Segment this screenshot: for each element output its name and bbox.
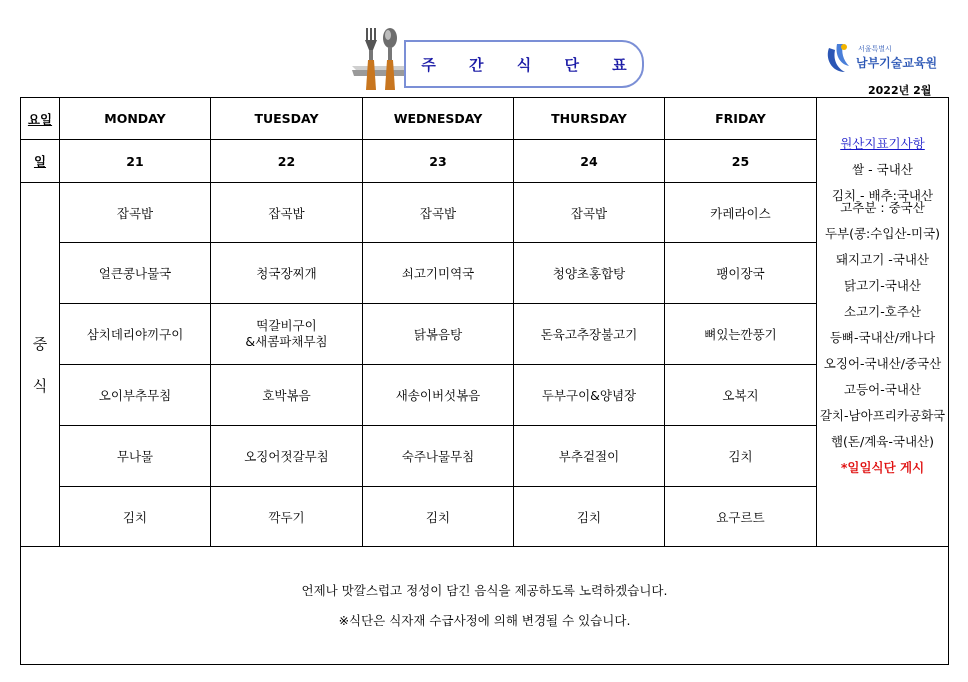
origin-panel: [817, 98, 949, 547]
origin-item: 등뼈-국내산/캐나다: [829, 330, 936, 345]
dish-cell: 오징어젓갈무침: [211, 426, 363, 487]
day-date: 24: [514, 140, 665, 183]
date-row: [21, 140, 949, 183]
dish-cell: 무나물: [60, 426, 211, 487]
dish-cell: 삼치데리야끼구이: [60, 304, 211, 365]
dish-cell: 얼큰콩나물국: [60, 243, 211, 304]
dish-row: [21, 426, 949, 487]
footer-notice: ※식단은 식자재 수급사정에 의해 변경될 수 있습니다.: [338, 612, 631, 628]
origin-item: 고등어-국내산: [844, 382, 921, 397]
dish-cell: 호박볶음: [211, 365, 363, 426]
origin-item: 두부(콩:수입산-미국): [824, 226, 941, 241]
dish-row: [21, 243, 949, 304]
dish-cell: 부추겉절이: [514, 426, 665, 487]
footer-message: [21, 547, 949, 665]
dish-cell: 요구르트: [665, 487, 817, 547]
day-name: FRIDAY: [665, 98, 817, 140]
dish-cell: 김치: [363, 487, 514, 547]
dish-cell: 청국장찌개: [211, 243, 363, 304]
dish-cell: 두부구이&양념장: [514, 365, 665, 426]
dish-cell: 쇠고기미역국: [363, 243, 514, 304]
footer-row: [21, 547, 949, 665]
fork-spoon-icon: [352, 26, 412, 92]
origin-item: 갈치-남아프리카공화국: [819, 408, 946, 423]
daily-menu-notice: *일일식단 게시: [840, 460, 925, 475]
dish-cell: 잡곡밥: [363, 183, 514, 243]
footer-line: 언제나 맛깔스럽고 정성이 담긴 음식을 제공하도록 노력하겠습니다.: [301, 582, 668, 598]
dish-row: [21, 365, 949, 426]
dish-row: [21, 183, 949, 243]
day-name: TUESDAY: [211, 98, 363, 140]
day-name: THURSDAY: [514, 98, 665, 140]
day-name: WEDNESDAY: [363, 98, 514, 140]
meal-label-top: 중: [32, 334, 48, 353]
day-label: 요일: [21, 98, 60, 140]
day-date: 22: [211, 140, 363, 183]
dish-cell: 김치: [514, 487, 665, 547]
day-date: 23: [363, 140, 514, 183]
day-date: 25: [665, 140, 817, 183]
logo-name: 남부기술교육원: [856, 56, 938, 70]
dish-cell: 팽이장국: [665, 243, 817, 304]
dish-cell: 오복지: [665, 365, 817, 426]
date-label: 일: [21, 140, 60, 183]
dish-cell: 떡갈비구이 &새콤파채무침: [211, 304, 363, 365]
origin-item: 오징어-국내산/중국산: [823, 356, 942, 371]
page-title: 주 간 식 단 표: [421, 55, 641, 74]
weekly-menu-table: [20, 97, 949, 665]
dish-row: [21, 304, 949, 365]
origin-item: 돼지고기 -국내산: [835, 252, 929, 267]
origin-item: 소고기-호주산: [844, 304, 921, 319]
dish-cell: 잡곡밥: [211, 183, 363, 243]
origin-item: 닭고기-국내산: [844, 278, 921, 293]
dish-cell: 잡곡밥: [514, 183, 665, 243]
dish-cell: 숙주나물무침: [363, 426, 514, 487]
meal-label: [21, 183, 60, 547]
menu-date: 2022년 2월: [868, 84, 932, 97]
title-banner: [404, 40, 644, 88]
day-row: [21, 98, 949, 140]
origin-title: 원산지표기사항: [840, 136, 925, 151]
dish-cell: 김치: [60, 487, 211, 547]
dish-cell: 돈육고추장불고기: [514, 304, 665, 365]
dish-cell: 새송이버섯볶음: [363, 365, 514, 426]
day-date: 21: [60, 140, 211, 183]
dish-cell: 잡곡밥: [60, 183, 211, 243]
dish-cell: 뼈있는깐풍기: [665, 304, 817, 365]
dish-cell: 청양초홍합탕: [514, 243, 665, 304]
dish-cell: 카레라이스: [665, 183, 817, 243]
dish-cell: 닭볶음탕: [363, 304, 514, 365]
logo-org: 서울특별시: [858, 45, 892, 53]
origin-item: 쌀 - 국내산: [852, 162, 913, 177]
origin-item: 햄(돈/계육-국내산): [830, 434, 934, 449]
dish-row: [21, 487, 949, 547]
dish-cell: 오이부추무침: [60, 365, 211, 426]
dish-cell: 김치: [665, 426, 817, 487]
origin-item: 김치 - 배추:국내산: [831, 188, 934, 203]
dish-cell: 깍두기: [211, 487, 363, 547]
origin-item: 고추분 : 중국산: [840, 200, 925, 215]
day-name: MONDAY: [60, 98, 211, 140]
meal-label-bottom: 식: [32, 376, 48, 395]
